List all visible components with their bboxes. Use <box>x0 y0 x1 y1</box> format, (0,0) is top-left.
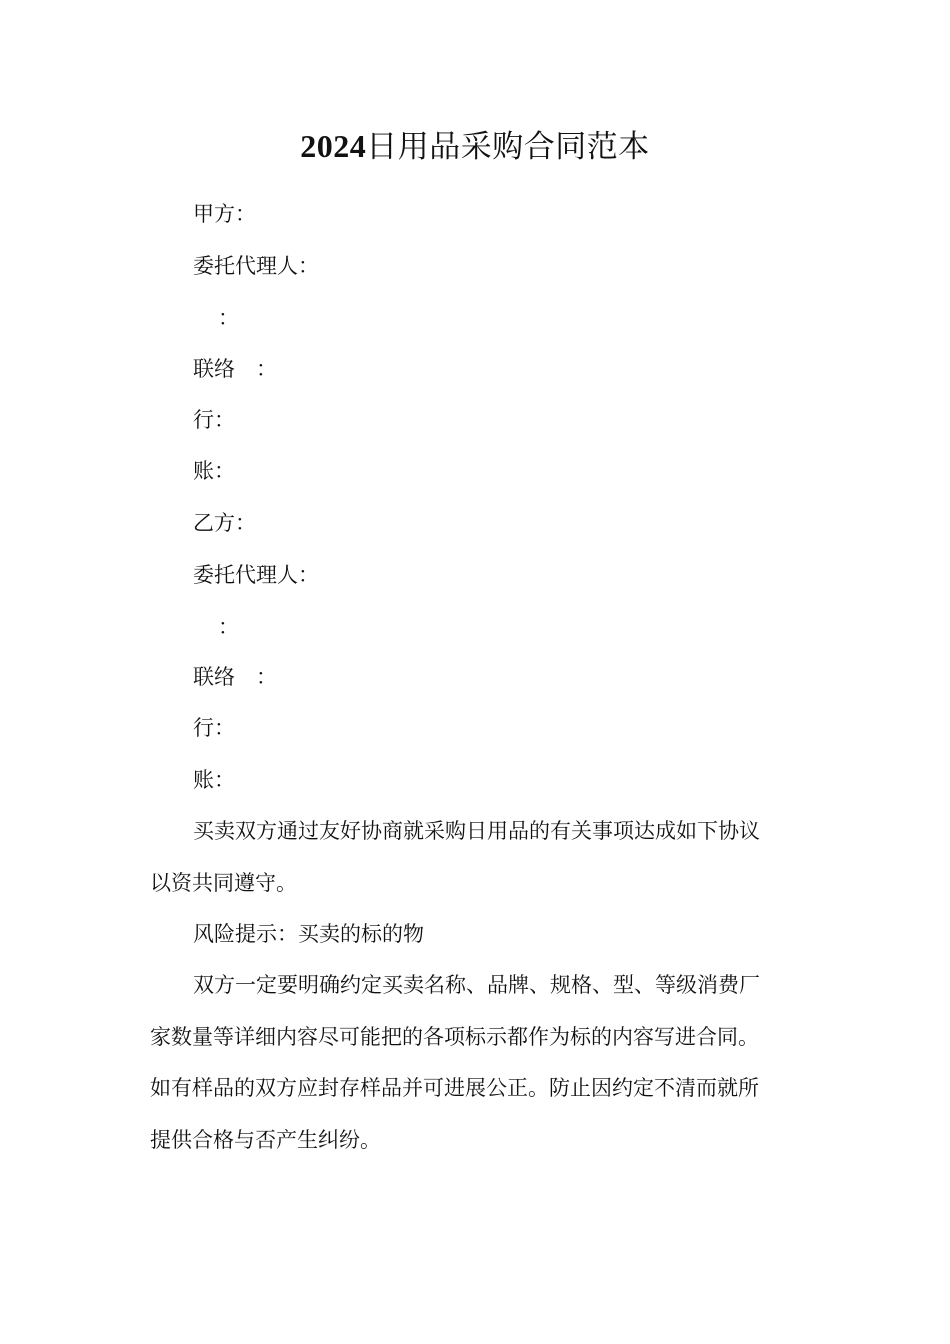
party-b-account-label: 账： <box>193 768 235 792</box>
party-b-agent-label: 委托代理人： <box>193 563 319 587</box>
party-a-bank-label: 行： <box>193 408 235 432</box>
party-a-agent-label: 委托代理人： <box>193 254 319 278</box>
document-title <box>0 122 950 171</box>
risk-body-line-4: 提供合格与否产生纠纷。 <box>150 1128 381 1152</box>
risk-body-line-2: 家数量等详细内容尽可能把的各项标示都作为标的内容写进合同。 <box>150 1025 759 1049</box>
title-year: 2024 <box>300 128 367 164</box>
party-a-account-label: 账： <box>193 459 235 483</box>
agreement-line-1: 买卖双方通过友好协商就采购日用品的有关事项达成如下协议 <box>193 819 760 843</box>
agreement-line-2: 以资共同遵守。 <box>150 871 297 895</box>
title-text: 日用品采购合同范本 <box>366 129 650 165</box>
party-b-bank-label: 行： <box>193 716 235 740</box>
party-b-name-label: 乙方： <box>193 511 256 535</box>
party-a-blank-colon: ： <box>218 306 239 330</box>
party-a-contact-label: 联络 ： <box>193 357 277 381</box>
party-b-blank-colon: ： <box>218 615 239 639</box>
risk-heading: 风险提示：买卖的标的物 <box>193 922 424 946</box>
party-b-contact-label: 联络 ： <box>193 665 277 689</box>
risk-body-line-1: 双方一定要明确约定买卖名称、品牌、规格、型、等级消费厂 <box>193 973 760 997</box>
risk-body-line-3: 如有样品的双方应封存样品并可进展公正。防止因约定不清而就所 <box>150 1076 759 1100</box>
party-a-name-label: 甲方： <box>193 202 256 226</box>
